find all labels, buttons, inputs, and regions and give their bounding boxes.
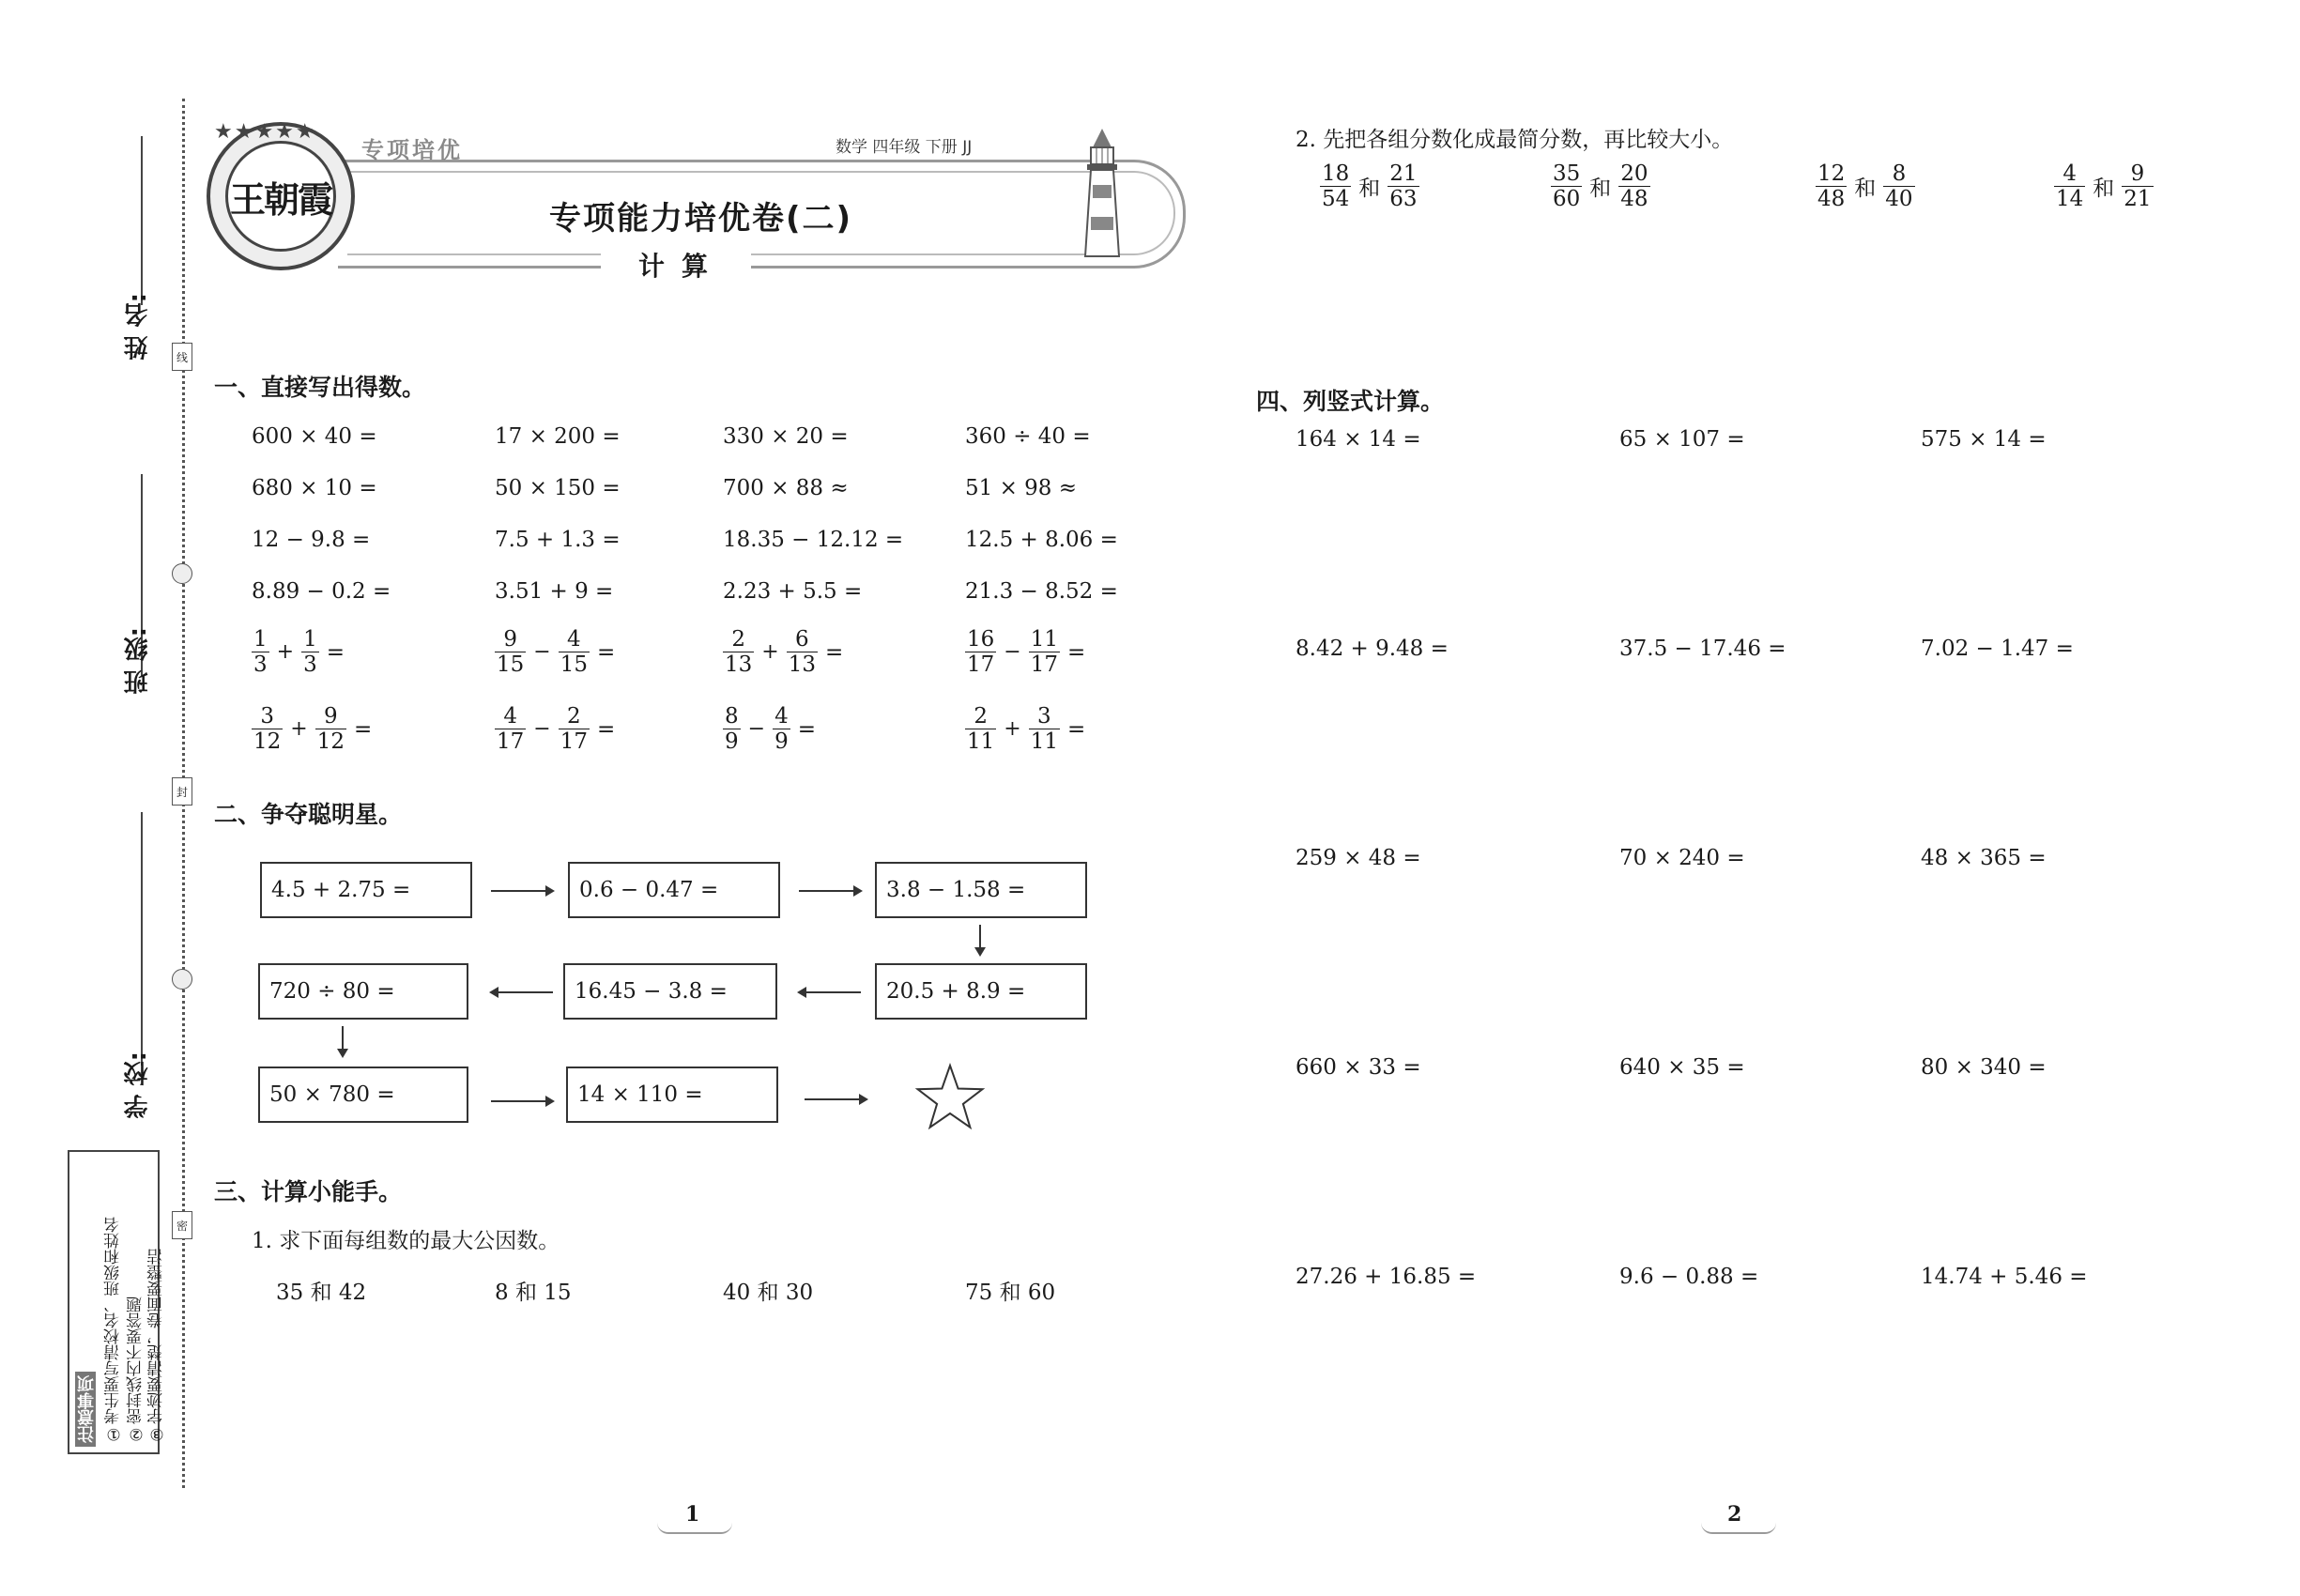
header-meta: 数学 四年级 下册 JJ — [836, 138, 973, 157]
s4-r4-c1: 660 × 33 = — [1296, 1055, 1421, 1080]
s1-r3-c1: 12 − 9.8 = — [252, 528, 371, 552]
s1-frac-r1-c2: $\frac{9}{15}$ − $\frac{4}{15}$ = — [497, 627, 616, 678]
arrow-right-3 — [491, 1100, 553, 1102]
chain-box-1: 4.5 + 2.75 = — [260, 862, 472, 918]
s4-r2-c1: 8.42 + 9.48 = — [1296, 637, 1449, 661]
note-3: ③字迹要清楚，卷面要整洁 — [147, 1249, 166, 1443]
s1-frac-r1-c4: $\frac{16}{17}$ − $\frac{11}{17}$ = — [967, 627, 1086, 678]
class-label: 班 级: — [124, 627, 152, 695]
name-label: 姓 名: — [124, 293, 152, 361]
note-1: ①考生要写清校名、班级和姓名 — [104, 1217, 123, 1443]
s3-q1-item-1: 35 和 42 — [276, 1281, 367, 1305]
s1-r4-c4: 21.3 − 8.52 = — [965, 579, 1118, 604]
notes-box — [68, 1150, 166, 1454]
arrow-down-1 — [979, 925, 981, 955]
s1-frac-r1-c3: $\frac{2}{13}$ + $\frac{6}{13}$ = — [725, 627, 844, 678]
s1-r2-c4: 51 × 98 ≈ — [965, 476, 1078, 500]
chain-box-4: 720 ÷ 80 = — [258, 963, 468, 1020]
cut-mark-mid: 封 — [172, 777, 192, 806]
s1-r2-c2: 50 × 150 = — [495, 476, 621, 500]
page-number-2: 2 — [1727, 1502, 1742, 1527]
chain-box-6: 20.5 + 8.9 = — [875, 963, 1087, 1020]
page-number-2-deco — [1701, 1523, 1776, 1534]
s4-r4-c2: 640 × 35 = — [1619, 1055, 1745, 1080]
s3-q2-item-1: $\frac{18}{54}$ 和 $\frac{21}{63}$ — [1322, 161, 1418, 212]
cut-mark-bottom: 密 — [172, 1211, 192, 1239]
s4-r3-c3: 48 × 365 = — [1921, 846, 2047, 870]
s1-frac-r2-c4: $\frac{2}{11}$ + $\frac{3}{11}$ = — [967, 704, 1086, 755]
logo-stars-icon: ★★★★★ — [214, 120, 316, 144]
s1-r4-c2: 3.51 + 9 = — [495, 579, 614, 604]
s1-frac-r2-c3: $\frac{8}{9}$ − $\frac{4}{9}$ = — [725, 704, 816, 755]
s3-q1: 1. 求下面每组数的最大公因数。 — [252, 1229, 560, 1253]
s1-r1-c1: 600 × 40 = — [252, 424, 377, 449]
s3-q1-item-4: 75 和 60 — [965, 1281, 1056, 1305]
chain-box-8: 14 × 110 = — [566, 1067, 778, 1123]
notes-title: 注意事项 — [75, 1372, 96, 1447]
s4-r1-c2: 65 × 107 = — [1619, 427, 1745, 452]
s4-r2-c3: 7.02 − 1.47 = — [1921, 637, 2074, 661]
s4-r4-c3: 80 × 340 = — [1921, 1055, 2047, 1080]
s1-frac-r1-c1: $\frac{1}{3}$ + $\frac{1}{3}$ = — [253, 627, 345, 678]
s1-r2-c1: 680 × 10 = — [252, 476, 377, 500]
s1-frac-r2-c2: $\frac{4}{17}$ − $\frac{2}{17}$ = — [497, 704, 616, 755]
cut-mark-top: 线 — [172, 343, 192, 371]
chain-box-3: 3.8 − 1.58 = — [875, 862, 1087, 918]
arrow-right-2 — [799, 890, 861, 892]
s1-r3-c4: 12.5 + 8.06 = — [965, 528, 1118, 552]
s1-r1-c4: 360 ÷ 40 = — [965, 424, 1091, 449]
s4-r3-c2: 70 × 240 = — [1619, 846, 1745, 870]
section3-heading: 三、计算小能手。 — [214, 1178, 403, 1205]
star-icon — [915, 1063, 985, 1130]
header-tag: 专项培优 — [361, 137, 463, 163]
page-title: 专项能力培优卷(二) — [549, 200, 853, 238]
section2-heading: 二、争夺聪明星。 — [214, 801, 403, 828]
s3-q2: 2. 先把各组分数化成最简分数，再比较大小。 — [1296, 128, 1734, 152]
s3-q2-item-2: $\frac{35}{60}$ 和 $\frac{20}{48}$ — [1553, 161, 1648, 212]
s1-r4-c3: 2.23 + 5.5 = — [723, 579, 863, 604]
s4-r5-c2: 9.6 − 0.88 = — [1619, 1265, 1759, 1289]
page-subtitle: 计算 — [638, 251, 726, 282]
arrow-left-1 — [799, 991, 861, 993]
cut-circle-1 — [172, 563, 192, 584]
school-line — [141, 812, 143, 1066]
s4-r5-c1: 27.26 + 16.85 = — [1296, 1265, 1477, 1289]
s1-r3-c3: 18.35 − 12.12 = — [723, 528, 904, 552]
chain-box-5: 16.45 − 3.8 = — [563, 963, 777, 1020]
s3-q1-item-2: 8 和 15 — [495, 1281, 572, 1305]
arrow-right-4 — [805, 1098, 866, 1100]
s4-r1-c1: 164 × 14 = — [1296, 427, 1421, 452]
s4-r3-c1: 259 × 48 = — [1296, 846, 1421, 870]
s1-frac-r2-c1: $\frac{3}{12}$ + $\frac{9}{12}$ = — [253, 704, 373, 755]
s1-r3-c2: 7.5 + 1.3 = — [495, 528, 621, 552]
arrow-left-2 — [491, 991, 553, 993]
s1-r4-c1: 8.89 − 0.2 = — [252, 579, 391, 604]
s4-r5-c3: 14.74 + 5.46 = — [1921, 1265, 2088, 1289]
s3-q2-item-3: $\frac{12}{48}$ 和 $\frac{8}{40}$ — [1817, 161, 1913, 212]
s1-r1-c2: 17 × 200 = — [495, 424, 621, 449]
chain-box-2: 0.6 − 0.47 = — [568, 862, 780, 918]
publisher-logo — [207, 122, 355, 270]
lighthouse-icon — [1080, 127, 1125, 258]
name-line — [141, 136, 143, 305]
arrow-right-1 — [491, 890, 553, 892]
arrow-down-2 — [342, 1026, 344, 1056]
cut-circle-2 — [172, 969, 192, 990]
section4-heading: 四、列竖式计算。 — [1256, 388, 1445, 415]
page-number-1: 1 — [685, 1502, 700, 1527]
s3-q1-item-3: 40 和 30 — [723, 1281, 814, 1305]
s1-r2-c3: 700 × 88 ≈ — [723, 476, 849, 500]
note-2: ②密封线内不要答题 — [127, 1297, 146, 1443]
chain-box-7: 50 × 780 = — [258, 1067, 468, 1123]
logo-text: 王朝霞 — [225, 141, 336, 252]
section1-heading: 一、直接写出得数。 — [214, 374, 426, 401]
school-label: 学 校: — [124, 1051, 152, 1119]
s1-r1-c3: 330 × 20 = — [723, 424, 849, 449]
page-number-1-deco — [657, 1523, 732, 1534]
s4-r1-c3: 575 × 14 = — [1921, 427, 2047, 452]
s3-q2-item-4: $\frac{4}{14}$ 和 $\frac{9}{21}$ — [2056, 161, 2152, 212]
s4-r2-c2: 37.5 − 17.46 = — [1619, 637, 1786, 661]
